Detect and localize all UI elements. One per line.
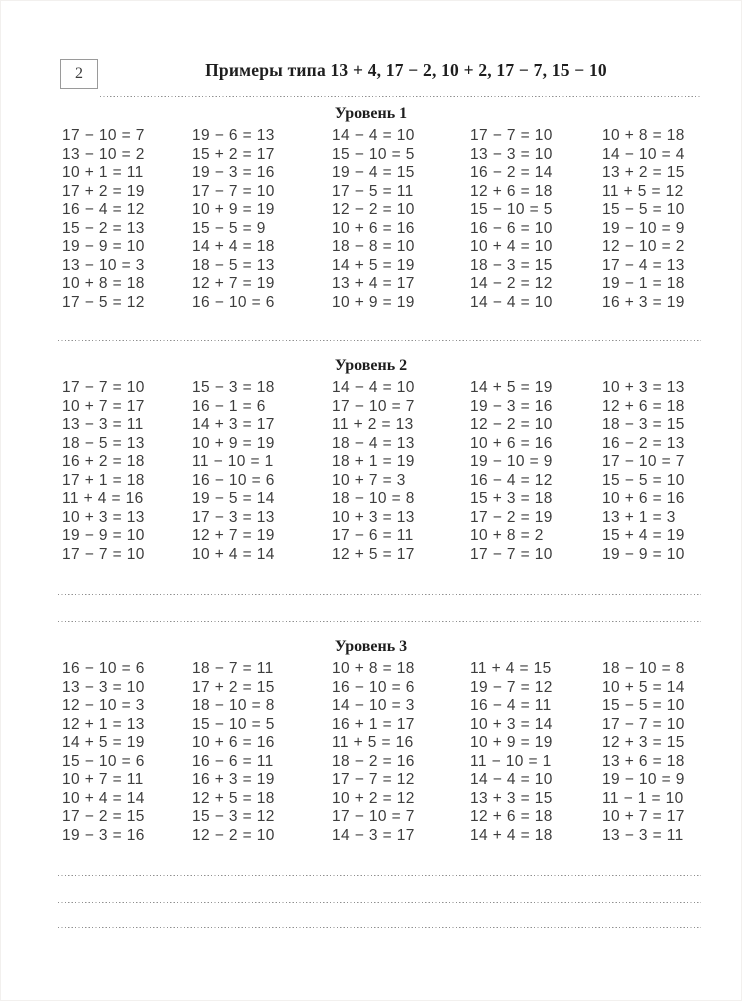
equation: 17 + 2 = 19 <box>62 182 145 200</box>
equation: 17 − 7 = 10 <box>192 182 275 200</box>
dotted-rule <box>58 594 701 596</box>
equation-column <box>192 379 275 564</box>
equation: 11 − 10 = 1 <box>470 752 552 770</box>
equation: 13 + 2 = 15 <box>602 164 685 181</box>
equation: 17 − 10 = 7 <box>602 453 685 470</box>
equation-column <box>602 660 685 845</box>
equation: 12 − 10 = 3 <box>62 697 145 714</box>
equation: 16 − 10 = 6 <box>192 471 275 489</box>
equation: 10 + 2 = 12 <box>332 789 415 807</box>
equation: 10 + 6 = 16 <box>602 490 685 507</box>
equation: 14 + 3 = 17 <box>192 416 275 433</box>
equation: 10 + 6 = 16 <box>192 734 275 751</box>
equation: 13 − 3 = 10 <box>470 145 553 163</box>
equation: 16 − 4 = 12 <box>470 471 553 489</box>
equation: 17 − 3 = 13 <box>192 508 275 526</box>
equation: 13 − 3 = 11 <box>602 826 684 844</box>
equation: 10 + 4 = 14 <box>62 789 145 807</box>
equation: 15 − 10 = 5 <box>192 715 275 733</box>
equation: 15 − 5 = 9 <box>192 219 266 237</box>
equation: 16 − 6 = 10 <box>470 219 553 237</box>
equation: 16 − 1 = 6 <box>192 397 266 415</box>
equation: 14 − 10 = 3 <box>332 697 415 714</box>
equation: 12 + 7 = 19 <box>192 275 275 292</box>
equation: 17 − 10 = 7 <box>62 127 145 144</box>
equation: 19 − 10 = 9 <box>470 453 553 470</box>
equation: 15 − 2 = 13 <box>62 219 145 237</box>
equation: 17 − 7 = 10 <box>62 379 145 396</box>
equation: 18 − 3 = 15 <box>470 256 553 274</box>
equation: 18 − 3 = 15 <box>602 416 685 433</box>
dotted-rule <box>58 621 701 623</box>
equation: 15 + 2 = 17 <box>192 145 275 163</box>
equation: 16 + 2 = 18 <box>62 453 145 470</box>
page-title: Примеры типа 13 + 4, 17 − 2, 10 + 2, 17 − 7, 15 − 10 <box>205 60 607 80</box>
equation: 18 − 5 = 13 <box>192 256 275 274</box>
equation: 14 + 4 = 18 <box>192 238 275 255</box>
equation: 13 − 10 = 3 <box>62 256 145 274</box>
equation: 19 − 10 = 9 <box>602 219 685 237</box>
equation: 10 + 1 = 11 <box>62 164 144 181</box>
equation: 16 − 4 = 11 <box>470 697 552 714</box>
equation: 15 − 5 = 10 <box>602 471 685 489</box>
equation: 13 − 3 = 11 <box>62 416 144 433</box>
equation: 15 − 10 = 5 <box>332 145 415 163</box>
equation: 17 − 10 = 7 <box>332 397 415 415</box>
section-title-level-1: Уровень 1 <box>334 105 408 122</box>
equation: 17 − 4 = 13 <box>602 256 685 274</box>
equation: 10 + 9 = 19 <box>192 201 275 218</box>
equation: 15 − 10 = 6 <box>62 752 145 770</box>
equation: 12 + 7 = 19 <box>192 527 275 544</box>
equation: 10 + 7 = 3 <box>332 471 406 489</box>
equation: 18 − 2 = 16 <box>332 752 415 770</box>
equation: 19 − 9 = 10 <box>602 545 685 563</box>
equation: 12 + 6 = 18 <box>470 182 553 200</box>
equation: 18 − 10 = 8 <box>192 697 275 714</box>
equation: 14 − 4 = 10 <box>332 379 415 396</box>
equation: 16 − 10 = 6 <box>62 660 145 677</box>
equation: 16 + 3 = 19 <box>602 293 685 311</box>
equation: 10 + 7 = 17 <box>602 808 685 825</box>
equation: 14 + 4 = 18 <box>470 826 553 844</box>
equation: 17 − 7 = 10 <box>602 715 685 733</box>
dotted-rule <box>58 927 701 929</box>
equation: 13 + 6 = 18 <box>602 752 685 770</box>
equation: 14 − 3 = 17 <box>332 826 415 844</box>
equation: 10 + 3 = 14 <box>470 715 553 733</box>
equation: 10 + 4 = 10 <box>470 238 553 255</box>
equation: 12 + 6 = 18 <box>602 397 685 415</box>
equation-column <box>192 127 275 312</box>
page-number: 2 <box>75 65 83 82</box>
equation: 10 + 6 = 16 <box>332 219 415 237</box>
equation: 13 − 10 = 2 <box>62 145 145 163</box>
equation: 17 − 7 = 10 <box>62 545 145 563</box>
equation: 16 − 4 = 12 <box>62 201 145 218</box>
equation: 10 + 3 = 13 <box>602 379 685 396</box>
equation: 16 − 6 = 11 <box>192 752 274 770</box>
equation: 17 − 10 = 7 <box>332 808 415 825</box>
equation: 19 − 3 = 16 <box>470 397 553 415</box>
equation: 13 − 3 = 10 <box>62 678 145 696</box>
equation-column <box>332 379 415 564</box>
equation: 10 + 3 = 13 <box>332 508 415 526</box>
equation-column <box>470 127 553 312</box>
equation: 17 − 7 = 12 <box>332 771 415 788</box>
equation: 15 − 5 = 10 <box>602 697 685 714</box>
equation: 13 + 4 = 17 <box>332 275 415 292</box>
equation: 14 − 4 = 10 <box>470 293 553 311</box>
equation: 19 − 7 = 12 <box>470 678 553 696</box>
equation: 11 − 10 = 1 <box>192 453 274 470</box>
equation: 12 − 2 = 10 <box>192 826 275 844</box>
equation-column <box>62 660 145 845</box>
level-2-equations <box>0 379 742 565</box>
equation: 16 − 10 = 6 <box>192 293 275 311</box>
equation: 11 + 4 = 15 <box>470 660 552 677</box>
equation: 14 − 4 = 10 <box>332 127 415 144</box>
equation: 10 + 8 = 18 <box>332 660 415 677</box>
equation: 11 + 5 = 16 <box>332 734 414 751</box>
equation-column <box>332 127 415 312</box>
dotted-rule <box>58 875 701 877</box>
equation: 17 − 5 = 11 <box>332 182 414 200</box>
equation-column <box>602 127 685 312</box>
equation-column <box>62 127 145 312</box>
equation: 18 + 1 = 19 <box>332 453 415 470</box>
section-title-level-3: Уровень 3 <box>334 638 408 655</box>
equation: 15 + 3 = 18 <box>470 490 553 507</box>
equation: 17 − 7 = 10 <box>470 127 553 144</box>
equation: 16 − 2 = 14 <box>470 164 553 181</box>
equation: 10 + 9 = 19 <box>332 293 415 311</box>
equation: 12 − 2 = 10 <box>332 201 415 218</box>
equation: 16 − 10 = 6 <box>332 678 415 696</box>
equation: 14 − 4 = 10 <box>470 771 553 788</box>
equation: 11 − 1 = 10 <box>602 789 684 807</box>
equation: 10 + 7 = 11 <box>62 771 144 788</box>
equation: 19 − 3 = 16 <box>192 164 275 181</box>
equation: 16 + 1 = 17 <box>332 715 415 733</box>
equation: 11 + 2 = 13 <box>332 416 414 433</box>
equation-column <box>332 660 415 845</box>
equation: 10 + 4 = 14 <box>192 545 275 563</box>
equation: 19 − 5 = 14 <box>192 490 275 507</box>
equation: 17 − 7 = 10 <box>470 545 553 563</box>
equation: 10 + 6 = 16 <box>470 434 553 452</box>
equation: 13 + 3 = 15 <box>470 789 553 807</box>
equation: 12 + 5 = 18 <box>192 789 275 807</box>
equation: 10 + 7 = 17 <box>62 397 145 415</box>
equation: 19 − 9 = 10 <box>62 238 145 255</box>
equation: 17 − 2 = 15 <box>62 808 145 825</box>
equation: 12 + 1 = 13 <box>62 715 145 733</box>
dotted-rule <box>58 340 701 342</box>
equation: 18 − 7 = 11 <box>192 660 274 677</box>
equation: 14 + 5 = 19 <box>470 379 553 396</box>
equation: 15 − 5 = 10 <box>602 201 685 218</box>
dotted-rule <box>100 96 700 98</box>
equation: 14 − 10 = 4 <box>602 145 685 163</box>
equation-column <box>470 379 553 564</box>
level-1-equations <box>0 127 742 313</box>
header <box>90 60 722 81</box>
equation: 12 + 5 = 17 <box>332 545 415 563</box>
equation: 10 + 8 = 18 <box>62 275 145 292</box>
level-3-equations <box>0 660 742 846</box>
equation: 19 − 3 = 16 <box>62 826 145 844</box>
equation: 13 + 1 = 3 <box>602 508 676 526</box>
equation-column <box>602 379 685 564</box>
equation: 10 + 9 = 19 <box>470 734 553 751</box>
equation-column <box>470 660 553 845</box>
section-title-level-2: Уровень 2 <box>334 357 408 374</box>
equation: 16 − 2 = 13 <box>602 434 685 452</box>
equation: 11 + 4 = 16 <box>62 490 144 507</box>
equation: 14 − 2 = 12 <box>470 275 553 292</box>
equation: 15 + 4 = 19 <box>602 527 685 544</box>
equation: 10 + 5 = 14 <box>602 678 685 696</box>
dotted-rule <box>58 902 701 904</box>
equation: 18 − 8 = 10 <box>332 238 415 255</box>
equation: 17 − 2 = 19 <box>470 508 553 526</box>
equation: 18 − 10 = 8 <box>602 660 685 677</box>
equation: 10 + 8 = 18 <box>602 127 685 144</box>
equation: 19 − 4 = 15 <box>332 164 415 181</box>
equation: 19 − 1 = 18 <box>602 275 685 292</box>
equation: 14 + 5 = 19 <box>62 734 145 751</box>
equation: 12 + 3 = 15 <box>602 734 685 751</box>
equation-column <box>62 379 145 564</box>
equation: 19 − 6 = 13 <box>192 127 275 144</box>
equation: 15 − 3 = 18 <box>192 379 275 396</box>
equation: 15 − 10 = 5 <box>470 201 553 218</box>
equation: 18 − 4 = 13 <box>332 434 415 452</box>
equation: 18 − 5 = 13 <box>62 434 145 452</box>
equation: 16 + 3 = 19 <box>192 771 275 788</box>
equation: 19 − 9 = 10 <box>62 527 145 544</box>
equation: 18 − 10 = 8 <box>332 490 415 507</box>
equation: 10 + 9 = 19 <box>192 434 275 452</box>
equation: 14 + 5 = 19 <box>332 256 415 274</box>
equation: 12 − 2 = 10 <box>470 416 553 433</box>
equation: 17 + 2 = 15 <box>192 678 275 696</box>
equation: 17 + 1 = 18 <box>62 471 145 489</box>
equation: 17 − 5 = 12 <box>62 293 145 311</box>
equation: 10 + 8 = 2 <box>470 527 544 544</box>
equation: 10 + 3 = 13 <box>62 508 145 526</box>
equation: 17 − 6 = 11 <box>332 527 414 544</box>
equation: 11 + 5 = 12 <box>602 182 684 200</box>
equation-column <box>192 660 275 845</box>
equation: 12 + 6 = 18 <box>470 808 553 825</box>
equation: 12 − 10 = 2 <box>602 238 685 255</box>
equation: 19 − 10 = 9 <box>602 771 685 788</box>
equation: 15 − 3 = 12 <box>192 808 275 825</box>
